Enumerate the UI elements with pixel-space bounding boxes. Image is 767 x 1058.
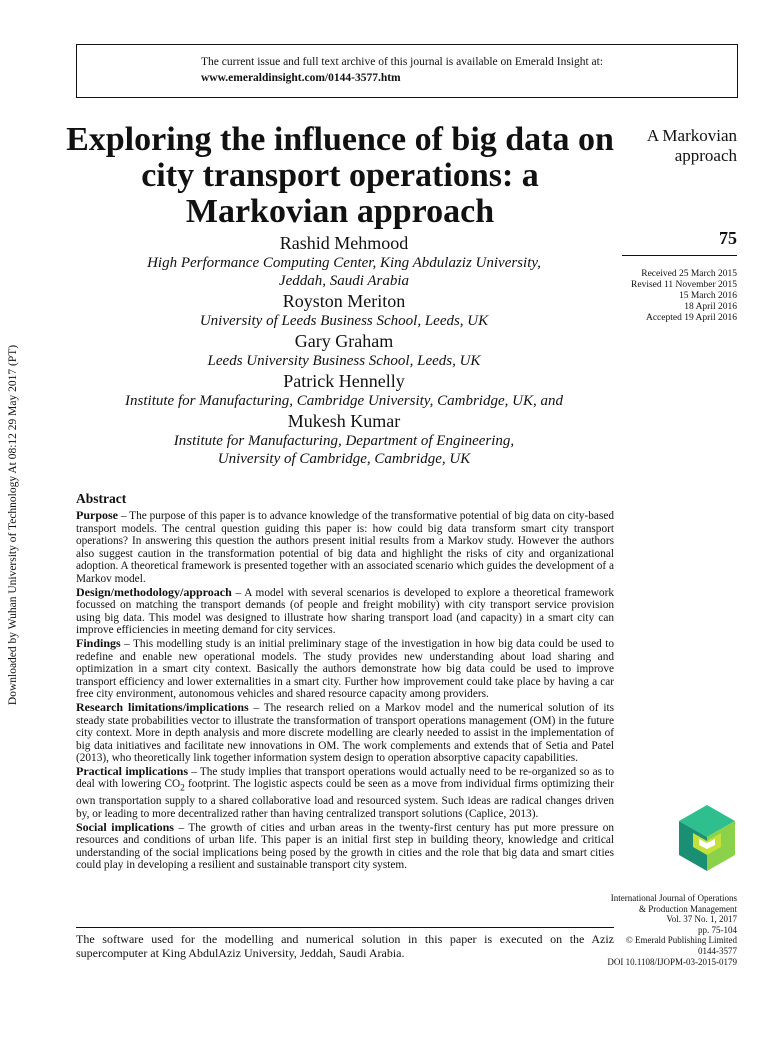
- abstract-social: [76, 821, 614, 872]
- author-affiliation: Leeds University Business School, Leeds, UK: [207, 353, 481, 369]
- author-affiliation: Jeddah, Saudi Arabia: [278, 273, 410, 289]
- section-text: – The purpose of this paper is to advance knowledge of the transformative potential of big data on city-based transport models. The central question guiding this paper is: how could big data transform smart city transport operations? In answering this question the authors present initial results from a Markov study. However the authors also suggest caution in the transformation potential of big data and highlight the risks of city and organizational adoption. A theoretical framework is presented together with an associated scenario which guides the development of a Markov model.: [76, 510, 614, 585]
- abstract-heading: Abstract: [76, 491, 127, 506]
- running-head-line-2: approach: [674, 146, 737, 165]
- section-text: – This modelling study is an initial preliminary stage of the investigation in how big data could be used to redefine and enable new operational models. The study provides new understanding about load sharing and optimization in a smart city context. Basically the authors demonstrate how big data could be used to improve transport efficiency and lower externalities in a smart city. Further how improvement could take place by having a car free city environment, autonomous vehicles and shared resource capacity among providers.: [76, 637, 614, 701]
- journal-name: International Journal of Operations: [610, 893, 737, 903]
- journal-name: & Production Management: [639, 903, 737, 914]
- author-affiliation: Institute for Manufacturing, Department of Engineering,: [173, 433, 515, 449]
- section-text: – The growth of cities and urban areas in the twenty-first century has put more pressure on resources and conditions of urban life. This paper is an initial first step in building theory, knowledge and critical understanding of the social implications being posed by the growth in cities and the role that big data and smart cities could play in developing a resilient and sustainable transport city system.: [76, 821, 615, 872]
- journal-pages: pp. 75-104: [698, 924, 737, 935]
- abstract-design: [76, 586, 614, 637]
- abstract: [76, 491, 614, 872]
- running-head-line-1: A Markovian: [646, 126, 737, 145]
- journal-volume: Vol. 37 No. 1, 2017: [666, 914, 737, 925]
- author-affiliation: Institute for Manufacturing, Cambridge University, Cambridge, UK, and: [125, 393, 563, 409]
- date-revised: 15 March 2016: [678, 291, 737, 301]
- journal-citation: [607, 893, 737, 967]
- date-revised: Revised 11 November 2015: [631, 280, 737, 290]
- paper-title: Exploring the influence of big data on city transport operations: a Markovian approach: [66, 121, 614, 230]
- author-list: [76, 232, 612, 468]
- download-watermark-text: Downloaded by Wuhan University of Technology At 08:12 29 May 2017 (PT): [7, 344, 19, 706]
- running-head: [647, 126, 737, 166]
- date-revised: 18 April 2016: [684, 302, 737, 312]
- section-label: Findings: [76, 635, 121, 650]
- journal-issn: 0144-3577: [698, 945, 737, 956]
- author-name: Royston Meriton: [282, 291, 406, 311]
- abstract-findings: [76, 637, 614, 701]
- download-watermark: [2, 330, 24, 720]
- author-name: Rashid Mehmood: [279, 233, 409, 253]
- author-affiliation: High Performance Computing Center, King Abdulaziz University,: [147, 255, 541, 271]
- section-text: – The research relied on a Markov model and the numerical solution of its steady state probabilities vector to illustrate the transformation of transport operations management (OM) in the future city context. More in depth analysis and more discrete modelling are clearly needed to assist in the implementation of big data initiatives and facilitate new innovations in OM. The work complements and extends that of Setia and Patel (2013), who theoretically link together information system design to operation absorptive capacity capabilities.: [76, 701, 615, 765]
- section-text: footprint. The logistic aspects could be seen as a move from individual firms optimizing their own transportation supply to a shared collaborative load and resourced system. Such ideas are radical changes driven by, or leading to more decentralized rather than having centralized transport solutions (Caplice, 2013).: [76, 778, 614, 820]
- section-label: Purpose: [76, 508, 118, 522]
- journal-doi[interactable]: DOI 10.1108/IJOPM-03-2015-0179: [607, 956, 737, 967]
- section-label: Social implications: [76, 819, 174, 834]
- section-text: – The study implies that transport operations would actually need to be re-organized so as to deal with lowering CO: [76, 765, 614, 791]
- crossref-logo-icon[interactable]: [677, 803, 737, 873]
- journal-access-box: [76, 44, 738, 98]
- page-number: 75: [622, 228, 737, 256]
- section-label: Practical implications: [76, 763, 189, 778]
- author-affiliation: University of Leeds Business School, Leeds, UK: [199, 313, 489, 329]
- article-history: [631, 269, 737, 324]
- section-label: Research limitations/implications: [76, 699, 249, 714]
- access-box-text: The current issue and full text archive of this journal is available on Emerald Insight at:: [201, 56, 604, 68]
- author-name: Gary Graham: [294, 331, 394, 351]
- abstract-limitations: [76, 701, 614, 765]
- journal-publisher: © Emerald Publishing Limited: [625, 935, 737, 946]
- abstract-practical: [76, 765, 614, 821]
- author-name: Patrick Hennelly: [283, 371, 405, 391]
- author-name: Mukesh Kumar: [287, 411, 401, 431]
- abstract-purpose: [76, 509, 614, 586]
- co2-subscript: 2: [180, 783, 185, 794]
- date-received: Received 25 March 2015: [641, 269, 737, 279]
- author-affiliation: University of Cambridge, Cambridge, UK: [217, 451, 471, 467]
- date-accepted: Accepted 19 April 2016: [645, 313, 737, 323]
- footnote: The software used for the modelling and numerical solution in this paper is executed on the Aziz supercomputer at King AbdulAziz University, Jeddah, Saudi Arabia.: [76, 927, 614, 960]
- journal-url-link[interactable]: www.emeraldinsight.com/0144-3577.htm: [201, 72, 401, 84]
- section-text: – A model with several scenarios is developed to explore a theoretical framework focussed on matching the transport demands (of people and freight mobility) with city transport service provision using big data. This model was designed to illustrate how sharing transport load (and capacity) in a smart city can improve efficiencies in meeting demand for city services.: [76, 586, 614, 637]
- section-label: Design/methodology/approach: [76, 584, 232, 599]
